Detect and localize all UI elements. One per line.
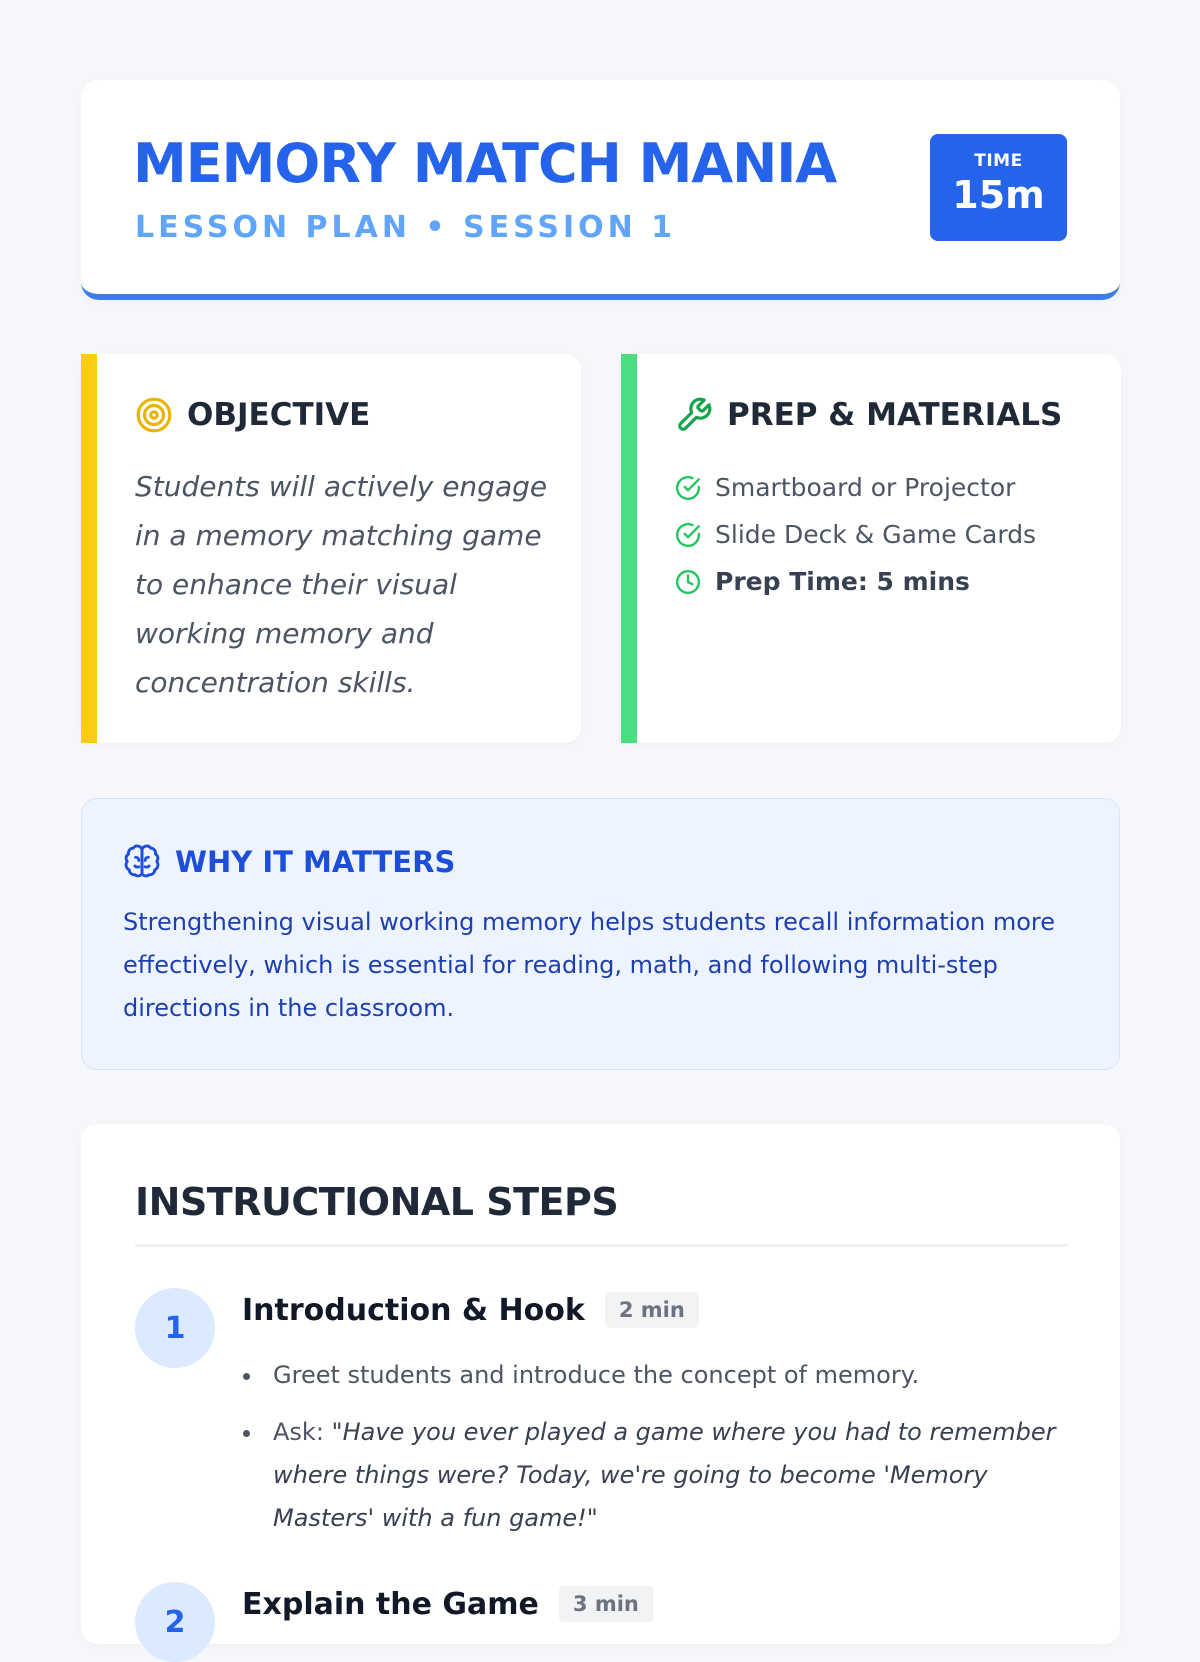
page-title: MEMORY MATCH MANIA: [133, 132, 837, 195]
list-item: [675, 558, 1036, 605]
time-badge: [930, 134, 1067, 241]
time-label: TIME: [974, 151, 1023, 171]
step-duration-badge: 2 min: [605, 1292, 699, 1328]
prep-item-label: Smartboard or Projector: [715, 473, 1016, 502]
prep-list: [675, 464, 1036, 605]
objective-accent-bar: [81, 354, 97, 743]
prep-heading: [675, 396, 1062, 434]
bullet-prefix: Ask:: [273, 1418, 332, 1446]
steps-title: INSTRUCTIONAL STEPS: [135, 1180, 619, 1224]
objective-card: [81, 354, 581, 743]
step-bullets: [273, 1354, 1073, 1554]
page-subtitle: LESSON PLAN • SESSION 1: [135, 210, 677, 245]
step-item: [135, 1582, 1075, 1662]
step-name: Explain the Game: [242, 1586, 539, 1622]
clock-icon: [675, 569, 701, 595]
prep-card: [621, 354, 1121, 743]
bullet-quote: "Have you ever played a game where you had to remember where things were? Today, we're going to become 'Memory Masters' with a fun game!": [273, 1418, 1056, 1532]
prep-accent-bar: [621, 354, 637, 743]
instructional-steps-card: [81, 1124, 1120, 1644]
brain-icon: [123, 843, 161, 881]
list-item: [675, 511, 1036, 558]
why-text: Strengthening visual working memory helps students recall information more effectively, which is essential for reading, math, and following multi-step directions in the classroom.: [123, 908, 1056, 1022]
step-item: [135, 1288, 1075, 1548]
step-duration-badge: 3 min: [559, 1586, 653, 1622]
why-heading: [123, 843, 455, 881]
step-header: [242, 1586, 653, 1622]
time-value: 15m: [952, 173, 1045, 217]
objective-title: OBJECTIVE: [187, 397, 371, 433]
prep-title: PREP & MATERIALS: [727, 397, 1063, 433]
list-item: [273, 1411, 1073, 1540]
step-name: Introduction & Hook: [242, 1292, 585, 1328]
why-title: WHY IT MATTERS: [175, 845, 456, 879]
target-icon: [135, 396, 173, 434]
list-item: [675, 464, 1036, 511]
prep-item-label: Slide Deck & Game Cards: [715, 520, 1037, 549]
step-number: 1: [135, 1288, 215, 1368]
step-number: 2: [135, 1582, 215, 1662]
objective-text: Students will actively engage in a memory matching game to enhance their visual working memory and concentration skills.: [135, 470, 548, 699]
header-card: [81, 80, 1120, 300]
step-header: [242, 1292, 699, 1328]
objective-heading: [135, 396, 370, 434]
divider: [135, 1244, 1068, 1247]
wrench-icon: [675, 396, 713, 434]
check-circle-icon: [675, 522, 701, 548]
list-item: Greet students and introduce the concept of memory.: [273, 1354, 1073, 1397]
check-circle-icon: [675, 475, 701, 501]
why-it-matters-card: [81, 798, 1120, 1070]
prep-item-label: Prep Time: 5 mins: [715, 567, 970, 596]
